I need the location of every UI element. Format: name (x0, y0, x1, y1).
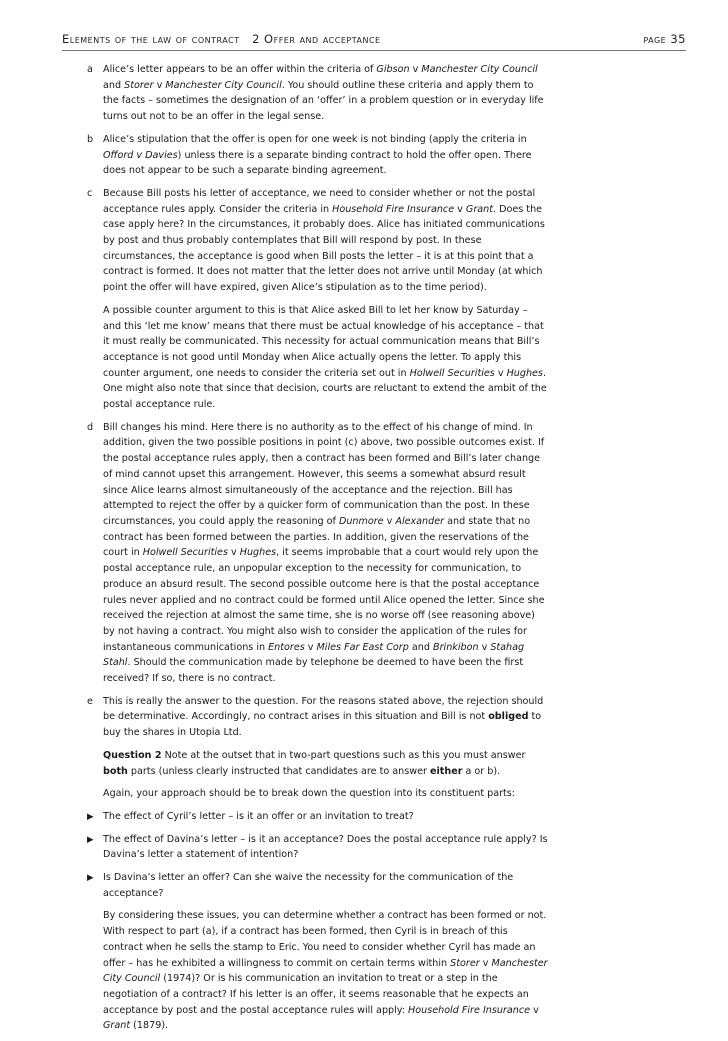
text-run: ) unless there is a separate binding contract to hold the offer open. There does not appear to be such a separate binding agreement. (103, 149, 532, 177)
counter-argument-paragraph (62, 303, 548, 413)
text-run: By considering these issues, you can determine whether a contract has been formed or not. With respect to part (a), if a contract has been formed, then Cyril is in breach of this contract when he sells the stamp to Eric. You need to consider whether Cyril has made an offer – has he exhibited a willingness to commit on certain terms within (103, 910, 547, 969)
text-run: v (383, 515, 396, 527)
bold-run: obliged (488, 711, 529, 723)
case-name: Dunmore (338, 515, 384, 527)
case-name: Grant (103, 1020, 131, 1032)
text-run: Bill changes his mind. Here there is no authority as to the effect of his change of mind. In addition, given the two possible positions in point (c) above, two possible outcomes exist. If the postal acceptance rules apply, then a contract has been formed and Bill’s later change of mind cannot upset this arrangement. However, this seems a somewhat absurd result since Alice learns almost simultaneously of the acceptance and the rejection. Bill has attempted to reject the offer by a quicker form of communication than the post. In these circumstances, you could apply the reasoning of (103, 421, 545, 527)
text-run: v (479, 957, 492, 969)
answer-item-d (62, 420, 548, 687)
text-run: Because Bill posts his letter of acceptance, we need to consider whether or not the postal acceptance rules apply. Consider the criteria in (103, 187, 536, 215)
bullet-item (62, 870, 548, 901)
text-run: The effect of Cyril’s letter – is it an offer or an invitation to treat? (103, 810, 414, 822)
case-name: Grant (465, 203, 493, 215)
text-run: v (494, 367, 507, 379)
case-name: Entores (268, 641, 305, 653)
text-run: Is Davina’s letter an offer? Can she waive the necessity for the communication of the acceptance? (103, 872, 514, 899)
text-run: . You should outline these criteria and apply them to the facts – sometimes the designation of an ‘offer’ in a problem question or in everyday life turns out not to be an offer in the legal sense. (103, 79, 544, 123)
item-marker: c (87, 187, 93, 199)
case-name: Offord v Davies (103, 149, 178, 161)
chapter-title: 2 Offer and acceptance (252, 32, 381, 46)
text-run: , it seems improbable that a court would rely upon the postal acceptance rule, an unpopular exception to the necessity for communication, to produce an absurd result. The second possible outcome here is that the postal acceptance rules never applied and no contract could be formed until Alice opened the letter. Since she received the rejection at almost the same time, she is no worse off (see reasoning above) by not having a contract. You might also wish to consider the application of the rules for instantaneous communications in (103, 547, 545, 653)
text-run: (1974)? Or is his communication an invitation to treat or a step in the negotiation of a contract? If his letter is an offer, it seems reasonable that he expects an acceptance by post and the postal acceptance rules will apply: (103, 973, 529, 1016)
text-run: to buy the shares in Utopia Ltd. (103, 711, 542, 739)
triangle-bullet-icon: ▶ (87, 811, 94, 822)
item-text (103, 694, 548, 741)
text-run: a or b). (462, 765, 501, 777)
page-body (62, 62, 548, 1041)
text-run: v (454, 203, 466, 215)
case-name: Storer (450, 957, 480, 969)
case-name: Alexander (395, 515, 445, 527)
item-marker: a (87, 64, 93, 75)
bullet-item (62, 832, 548, 863)
item-text (103, 62, 548, 125)
answer-item-a (62, 62, 548, 125)
answer-item-c (62, 186, 548, 296)
case-name: Storer (124, 79, 154, 91)
text-run: This is really the answer to the question. For the reasons stated above, the rejection should be determinative. Accordingly, no contract arises in this situation and Bill is not (103, 695, 544, 723)
answer-item-e (62, 694, 548, 741)
triangle-bullet-icon: ▶ (87, 834, 94, 845)
text-run: and state that no contract has been formed between the parties. In addition, given the reservations of the court in (103, 515, 531, 559)
case-name: Holwell Securities (142, 547, 228, 559)
header-title (62, 32, 381, 46)
page-number: page 35 (643, 32, 686, 46)
text-run: The effect of Davina’s letter – is it an acceptance? Does the postal acceptance rule apply? Is Davina’s letter a statement of intention? (103, 833, 548, 861)
case-name: Hughes (239, 547, 277, 559)
paragraph-text (103, 786, 548, 802)
text-run: Note at the outset that in two-part questions such as this you must answer (161, 749, 526, 761)
text-run: (1879). (130, 1020, 169, 1032)
text-run: v (409, 64, 422, 75)
text-run: . Does the case apply here? In the circumstances, it probably does. Alice has initiated communications by post and thus probably contemplates that Bill will respond by post. In these circumstances, the acceptance is good when Bill posts the letter – it is at this point that a contract is formed. It does not matter that the letter does not arrive until Monday (at which point the offer will have expired, given Alice’s stipulation as to the time period). (103, 203, 545, 294)
header-rule (62, 50, 686, 51)
triangle-bullet-icon: ▶ (87, 873, 94, 884)
book-title: Elements of the law of contract (62, 32, 240, 46)
item-text (103, 420, 548, 687)
text-run: Again, your approach should be to break down the question into its constituent parts: (103, 788, 516, 800)
case-name: Brinkibon (433, 641, 479, 653)
bullet-text (103, 809, 548, 825)
bold-run: Question 2 (103, 749, 162, 761)
paragraph-text (103, 303, 548, 413)
question-2-intro (62, 748, 548, 779)
text-run: v (227, 547, 240, 559)
text-run: . Should the communication made by telephone be deemed to have been the first received? If so, there is no contract. (103, 657, 524, 685)
case-name: Manchester City Council (421, 64, 538, 75)
text-run: Alice’s letter appears to be an offer within the criteria of (103, 64, 377, 75)
case-name: Holwell Securities (409, 367, 495, 379)
case-name: Stahag Stahl (103, 641, 525, 669)
case-name: Gibson (376, 64, 410, 75)
text-run: and (408, 641, 433, 653)
text-run: . One might also note that since that decision, courts are reluctant to extend the ambit of the postal acceptance rule. (103, 367, 547, 411)
analysis-paragraph (62, 908, 548, 1034)
approach-paragraph (62, 786, 548, 802)
bullet-text (103, 832, 548, 863)
paragraph-text (103, 748, 548, 779)
item-text (103, 186, 548, 296)
text-run: v (530, 1004, 539, 1016)
item-marker: b (87, 133, 94, 145)
text-run: A possible counter argument to this is that Alice asked Bill to let her know by Saturday – and this ‘let me know’ means that there must be actual knowledge of his acceptance – that it must really be communicated. This necessity for actual communication means that Bill’s acceptance is not good until Monday when Alice actually opens the letter. To apply this counter argument, one needs to consider the criteria set out in (103, 304, 544, 379)
paragraph-text (103, 908, 548, 1034)
case-name: Manchester City Council (103, 957, 548, 985)
case-name: Hughes (506, 367, 543, 379)
text-run: parts (unless clearly instructed that candidates are to answer (127, 765, 430, 777)
text-run: and (103, 79, 125, 91)
bold-run: both (103, 765, 128, 777)
text-run: v (304, 641, 317, 653)
text-run: v (478, 641, 491, 653)
bullet-item (62, 809, 548, 825)
case-name: Manchester City Council (165, 79, 282, 91)
case-name: Household Fire Insurance (332, 203, 455, 215)
text-run: v (153, 79, 166, 91)
item-marker: d (87, 421, 94, 433)
answer-item-b (62, 132, 548, 179)
item-text (103, 132, 548, 179)
case-name: Miles Far East Corp (316, 641, 409, 653)
item-marker: e (87, 695, 93, 707)
text-run: Alice’s stipulation that the offer is open for one week is not binding (apply the criteria in (103, 133, 527, 145)
bullet-text (103, 870, 548, 901)
bold-run: either (429, 765, 463, 777)
case-name: Household Fire Insurance (408, 1004, 531, 1016)
running-header (62, 32, 686, 48)
